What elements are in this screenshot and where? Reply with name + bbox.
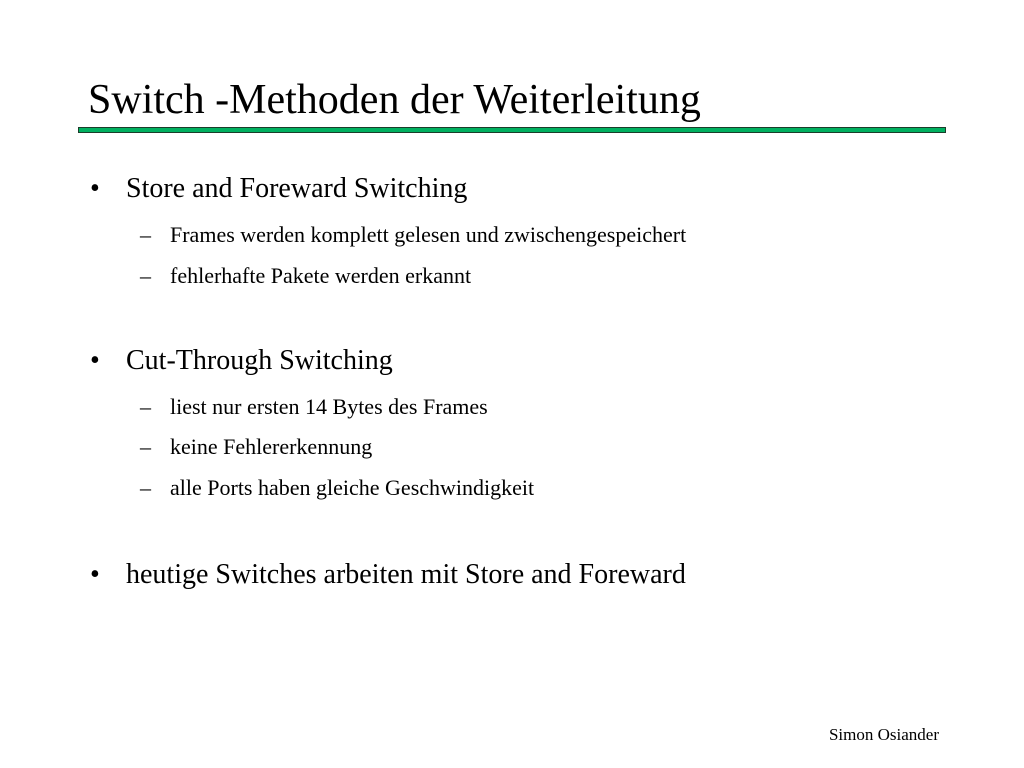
bullet-item <box>90 558 686 592</box>
sub-bullet-text: Frames werden komplett gelesen und zwischengespeichert <box>170 222 687 247</box>
bullet-icon: • <box>90 173 100 204</box>
sub-bullet-item <box>140 433 373 461</box>
sub-bullet-text: fehlerhafte Pakete werden erkannt <box>170 263 472 288</box>
sub-bullet-text: liest nur ersten 14 Bytes des Frames <box>170 394 488 419</box>
footer-author: Simon Osiander <box>828 725 939 744</box>
sub-bullet-item <box>140 262 472 290</box>
bullet-item <box>90 172 468 206</box>
sub-bullet-item <box>140 393 488 421</box>
bullet-text: Cut-Through Switching <box>126 345 393 376</box>
bullet-icon: • <box>90 345 100 376</box>
slide-title: Switch -Methoden der Weiterleitung <box>88 77 701 123</box>
sub-bullet-item <box>140 474 535 502</box>
dash-icon: – <box>140 434 151 459</box>
bullet-icon: • <box>90 559 100 590</box>
sub-bullet-text: keine Fehlererkennung <box>170 434 373 459</box>
sub-bullet-text: alle Ports haben gleiche Geschwindigkeit <box>170 475 535 500</box>
dash-icon: – <box>140 394 151 419</box>
bullet-text: Store and Foreward Switching <box>126 173 468 204</box>
dash-icon: – <box>140 263 151 288</box>
sub-bullet-item <box>140 221 687 249</box>
dash-icon: – <box>140 222 151 247</box>
bullet-item <box>90 344 393 378</box>
dash-icon: – <box>140 475 151 500</box>
bullet-text: heutige Switches arbeiten mit Store and Foreward <box>126 559 686 590</box>
title-underline <box>78 127 946 133</box>
